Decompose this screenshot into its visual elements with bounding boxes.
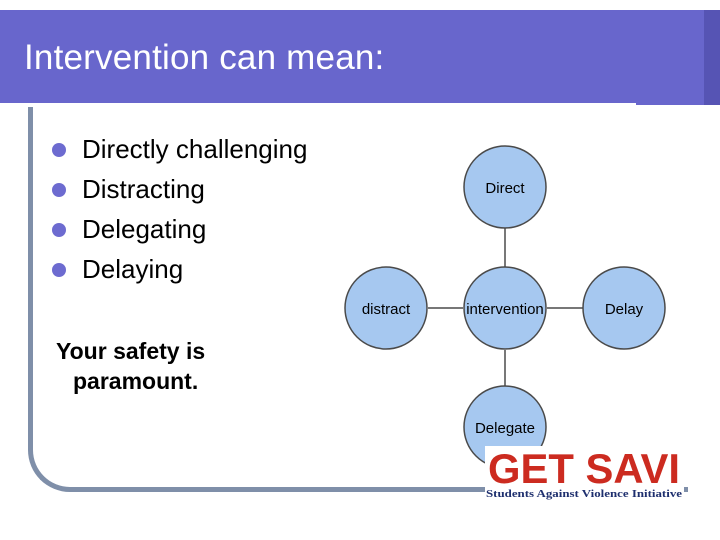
- logo-tagline: Students Against Violence Initiative: [486, 489, 683, 500]
- safety-note-line2: paramount.: [73, 368, 199, 394]
- get-savi-logo: [485, 446, 684, 500]
- bullet-text: Delaying: [82, 254, 184, 284]
- node-delegate-label: Delegate: [474, 420, 536, 437]
- bullet-text: Distracting: [82, 174, 205, 204]
- node-intervention-label: intervention: [466, 301, 544, 318]
- safety-note-line1: Your safety is: [56, 338, 206, 364]
- node-direct-label: Direct: [485, 180, 525, 197]
- node-distract-label: distract: [361, 301, 411, 318]
- bullet-text: Directly challenging: [82, 134, 308, 164]
- node-delay-label: Delay: [604, 301, 644, 318]
- logo-wordmark: GET SAVI: [488, 446, 680, 492]
- slide-title: Intervention can mean:: [24, 38, 385, 77]
- bullet-text: Delegating: [82, 214, 207, 244]
